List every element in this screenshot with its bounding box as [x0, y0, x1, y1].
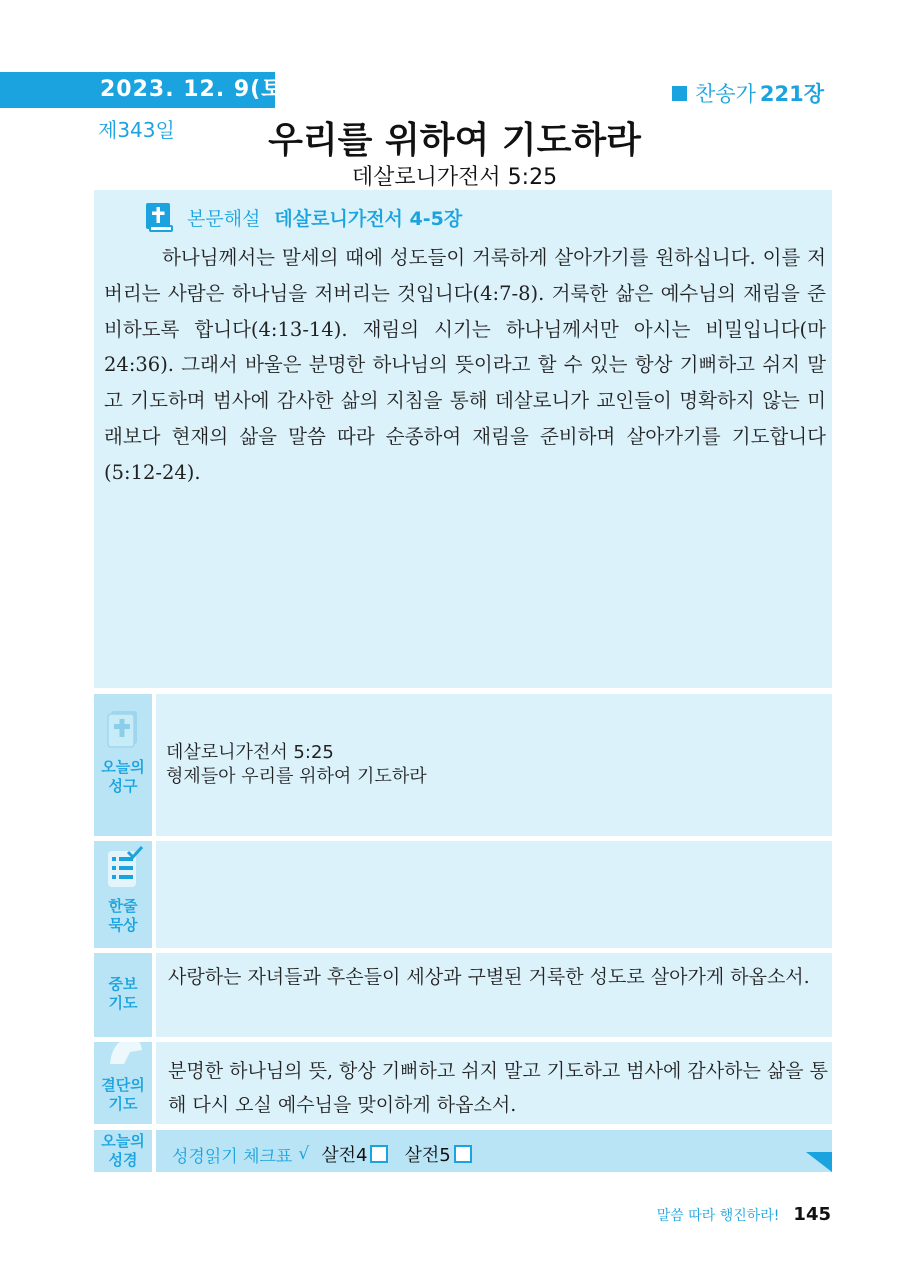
reading-label-line1: 오늘의: [101, 1132, 145, 1150]
verse-reference: 데살로니가전서 5:25: [166, 742, 334, 763]
meditation-label-line1: 한줄: [108, 897, 138, 915]
hymn-number: 221장: [759, 82, 824, 106]
reading-book-2-checkbox[interactable]: [454, 1145, 472, 1163]
footer: [657, 1204, 831, 1225]
verse-label-line1: 오늘의: [101, 758, 145, 776]
explanation-label: 본문해설: [187, 207, 261, 230]
explanation-header: [143, 202, 462, 232]
resolution-label-panel: [94, 1042, 152, 1124]
checklist-icon: [106, 845, 144, 889]
bible-icon: [143, 202, 175, 232]
meditation-label-line2: 묵상: [108, 916, 138, 934]
square-bullet-icon: [672, 86, 687, 101]
bible-book-icon: [105, 708, 141, 748]
explanation-body: 하나님께서는 말세의 때에 성도들이 거룩하게 살아가기를 원하십니다. 이를 저버리는 사람은 하나님을 저버리는 것입니다(4:7-8). 거룩한 삶은 예수님의 재림을 준비하도록 합니다(4:13-14). 재림의 시기는 하나님께서만 아시는 비밀입니다(마24:36). 그래서 바울은 분명한 하나님의 뜻이라고 할 수 있는 항상 기뻐하고 쉬지 말고 기도하며 범사에 감사한 삶의 지침을 통해 데살로니가 교인들이 명확하지 않는 미래보다 현재의 삶을 말씀 따라 순종하여 재림을 준비하며 살아가기를 기도합니다(5:12-24).: [104, 246, 826, 484]
reading-book-2: 살전5: [404, 1145, 451, 1166]
reading-checklist-label: 성경읽기 체크표: [172, 1146, 293, 1167]
corner-fold-icon: [806, 1152, 832, 1172]
hymn-prefix: 찬송가: [695, 82, 756, 106]
hymn: [672, 78, 824, 108]
intercession-text: 사랑하는 자녀들과 후손들이 세상과 구별된 거룩한 성도로 살아가게 하옵소서.: [168, 966, 810, 988]
verse-label-panel: [94, 694, 152, 836]
verse-text: 형제들아 우리를 위하여 기도하라: [166, 766, 427, 787]
page-number: 145: [793, 1204, 831, 1225]
scripture-reference: 데살로니가전서 5:25: [351, 165, 558, 190]
reading-label-line2: 성경: [108, 1151, 138, 1169]
intercession-label-line1: 중보: [108, 975, 138, 993]
intercession-label-line2: 기도: [108, 994, 138, 1012]
praying-person-icon: [102, 1042, 148, 1068]
day-count: 제343일: [98, 118, 175, 142]
resolution-label-line2: 기도: [108, 1095, 138, 1113]
page-title: 우리를 위하여 기도하라: [268, 120, 641, 161]
verse-label-line2: 성구: [108, 777, 138, 795]
resolution-text: 분명한 하나님의 뜻, 항상 기뻐하고 쉬지 말고 기도하고 범사에 감사하는 삶을 통해 다시 오실 예수님을 맞이하게 하옵소서.: [168, 1060, 828, 1116]
explanation-range: 데살로니가전서 4-5장: [274, 207, 463, 230]
reading-checklist: [172, 1141, 488, 1167]
date: 2023. 12. 9(토): [100, 77, 295, 102]
reading-book-1: 살전4: [321, 1145, 368, 1166]
checkmark-icon: √: [298, 1144, 310, 1164]
footer-motto: 말씀 따라 행진하라!: [656, 1208, 780, 1224]
meditation-panel[interactable]: [156, 841, 832, 948]
meditation-label-panel: [94, 841, 152, 948]
reading-book-1-checkbox[interactable]: [370, 1145, 388, 1163]
resolution-label-line1: 결단의: [101, 1076, 145, 1094]
intercession-label-panel: [94, 953, 152, 1037]
reading-label-panel: [94, 1130, 152, 1172]
